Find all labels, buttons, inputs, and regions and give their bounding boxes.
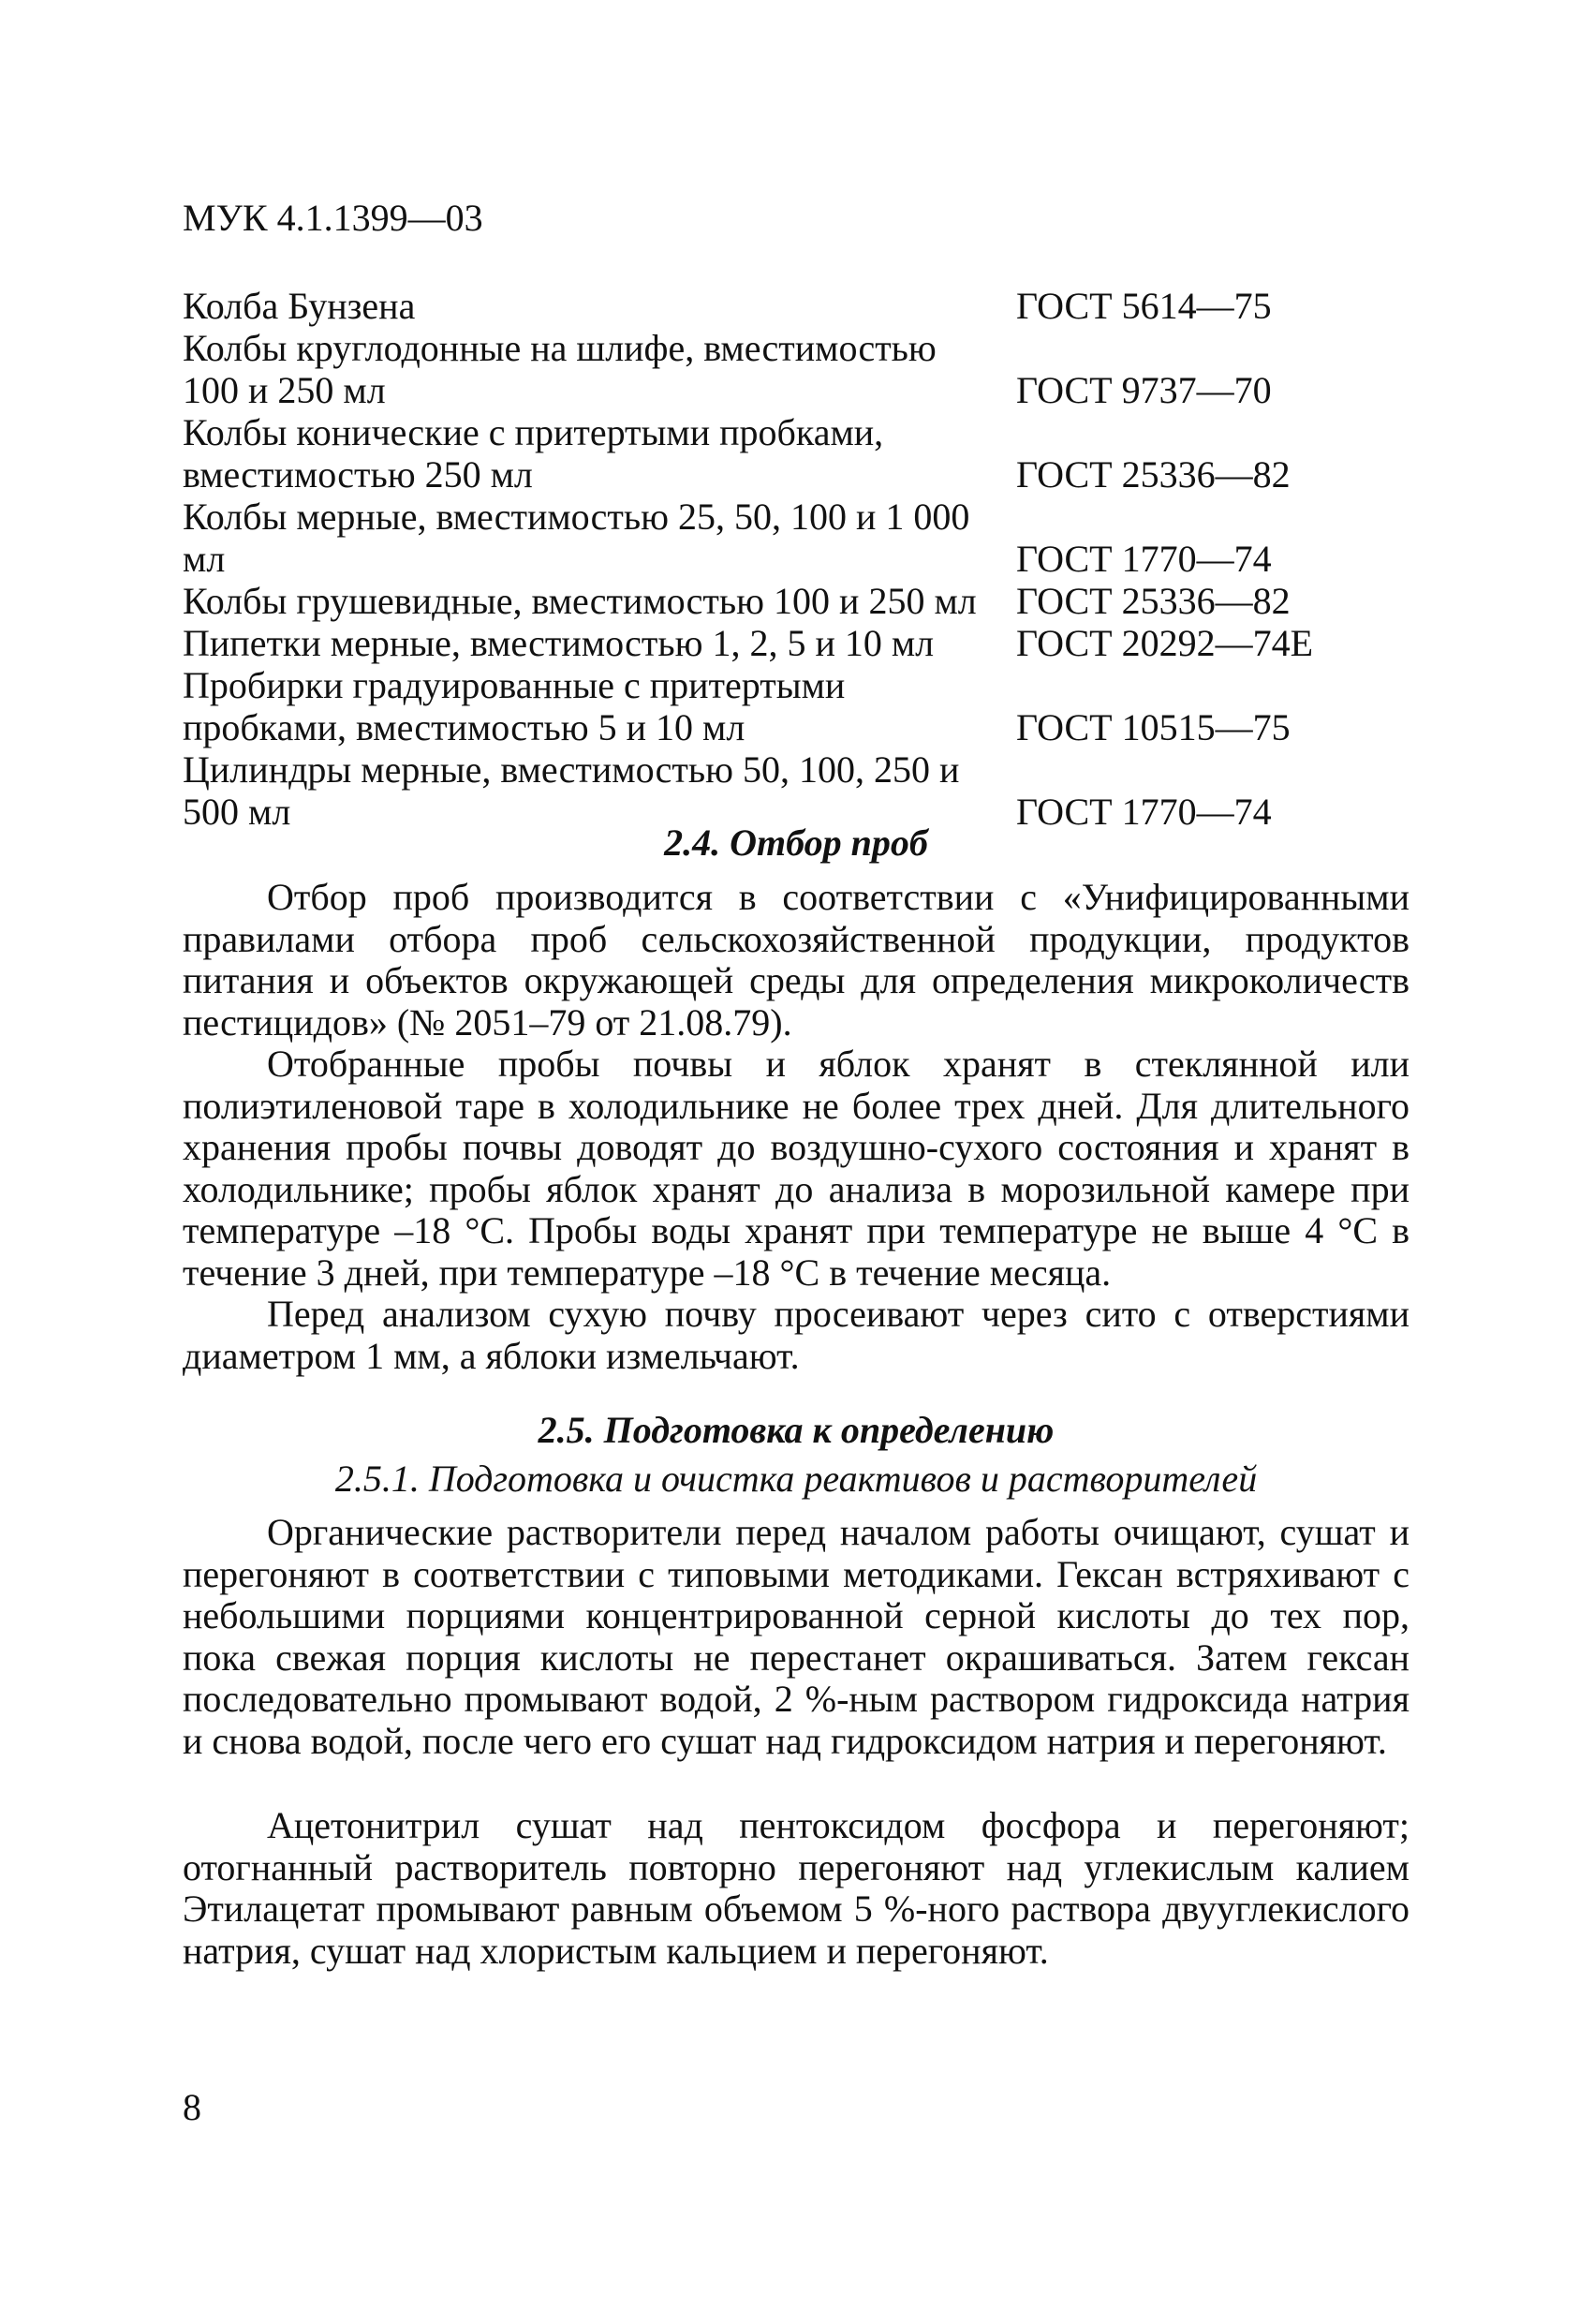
- paragraph-acetonitrile-ethylacetate: Ацетонитрил сушат над пентоксидом фосфора и перегоняют; отогнанный растворитель повторно перегоняют над углекислым калием Этилацетат промывают равным объемом 5 %-ного раствора двууглекислого натрия, сушат над хлористым кальцием и перегоняют.: [183, 1804, 1410, 1972]
- equipment-row: [183, 285, 1410, 327]
- equipment-row: [183, 664, 1410, 748]
- paragraph-sampling-rules: Отбор проб производится в соответствии с «Унифицированными правилами отбора проб сельскохозяйственной продукции, продуктов питания и объектов окружающей среды для определения микроколичеств пестицидов» (№ 2051–79 от 21.08.79).: [183, 876, 1410, 1044]
- document-code-header: МУК 4.1.1399—03: [183, 197, 483, 239]
- equipment-name: Колбы мерные, вместимостью 25, 50, 100 и 1 000 мл: [183, 496, 970, 580]
- equipment-row: [183, 580, 1410, 622]
- equipment-standard: ГОСТ 20292—74Е: [1016, 622, 1314, 664]
- equipment-standard: ГОСТ 9737—70: [1016, 369, 1272, 411]
- equipment-row: [183, 496, 1410, 580]
- equipment-row: [183, 327, 1410, 411]
- section-heading-sampling: 2.4. Отбор проб: [664, 822, 928, 864]
- equipment-name: Колбы круглодонные на шлифе, вместимостью 100 и 250 мл: [183, 327, 937, 411]
- paragraph-solvent-cleaning: Органические растворители перед началом работы очищают, сушат и перегоняют в соответствии с типовыми методиками. Гексан встряхивают с небольшими порциями концентрированной серной кислоты до тех пор, пока свежая порция кислоты не перестанет окрашиваться. Затем гексан последовательно промывают водой, 2 %-ным раствором гидроксида натрия и снова водой, после чего его сушат над гидроксидом натрия и перегоняют.: [183, 1511, 1410, 1762]
- paragraph-sample-prep: Перед анализом сухую почву просеивают через сито с отверстиями диаметром 1 мм, а яблоки измельчают.: [183, 1293, 1410, 1377]
- equipment-row: [183, 622, 1410, 664]
- equipment-standard: ГОСТ 1770—74: [1016, 791, 1272, 833]
- page-number: 8: [183, 2086, 201, 2128]
- subsection-heading-reagents: 2.5.1. Подготовка и очистка реактивов и растворителей: [334, 1458, 1258, 1500]
- equipment-name: Цилиндры мерные, вместимостью 50, 100, 250 и 500 мл: [183, 748, 960, 833]
- equipment-standard: ГОСТ 5614—75: [1016, 285, 1272, 327]
- equipment-name: Пробирки градуированные с притертыми пробками, вместимостью 5 и 10 мл: [183, 664, 846, 748]
- equipment-standard: ГОСТ 25336—82: [1016, 453, 1291, 496]
- equipment-name: Колбы конические с притертыми пробками, вместимостью 250 мл: [183, 411, 884, 496]
- equipment-standard: ГОСТ 1770—74: [1016, 538, 1272, 580]
- equipment-standard: ГОСТ 25336—82: [1016, 580, 1291, 622]
- equipment-list: [183, 285, 1410, 833]
- section-heading-preparation: 2.5. Подготовка к определению: [538, 1409, 1055, 1451]
- equipment-standard: ГОСТ 10515—75: [1016, 706, 1291, 748]
- equipment-name: Колба Бунзена: [183, 285, 416, 327]
- equipment-name: Пипетки мерные, вместимостью 1, 2, 5 и 10 мл: [183, 622, 935, 664]
- paragraph-sample-storage: Отобранные пробы почвы и яблок хранят в стеклянной или полиэтиленовой таре в холодильнике не более трех дней. Для длительного хранения пробы почвы доводят до воздушно-сухого состояния и хранят в холодильнике; пробы яблок хранят до анализа в морозильной камере при температуре –18 °С. Пробы воды хранят при температуре не выше 4 °С в течение 3 дней, при температуре –18 °С в течение месяца.: [183, 1043, 1410, 1294]
- equipment-name: Колбы грушевидные, вместимостью 100 и 250 мл: [183, 580, 977, 622]
- equipment-row: [183, 411, 1410, 496]
